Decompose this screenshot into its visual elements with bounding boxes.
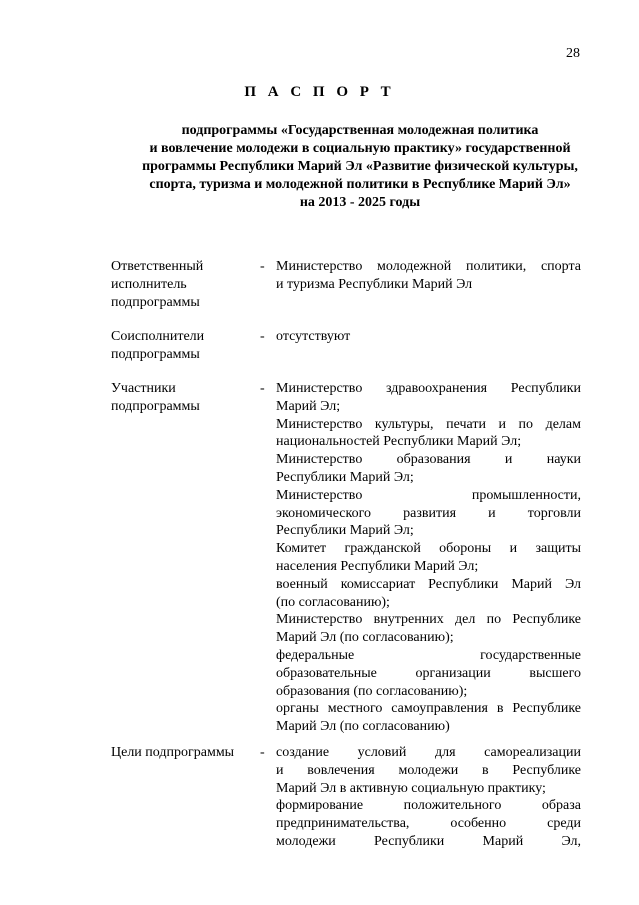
content-line: экономического развития и торговли [276,505,581,521]
page-number: 28 [566,46,580,61]
content-line: Министерство образования и науки [276,452,581,468]
content-line: и туризма Республики Марий Эл [276,276,473,292]
content-line: Министерство молодежной политики, спорта [276,259,581,274]
content-line: Министерство здравоохранения Республики [276,381,581,396]
row-label [111,380,261,416]
content-line: Марий Эл (по согласованию) [276,719,450,735]
content-line: предпринимательства, особенно среди [276,816,581,832]
content-line: национальностей Республики Марий Эл; [276,434,522,450]
row-content [276,744,581,851]
content-line: Комитет гражданской обороны и защиты [276,541,581,557]
label-line: исполнитель [111,277,187,292]
content-line: формирование положительного образа [276,798,581,814]
row-content [276,328,581,346]
label-line: Соисполнители [111,329,205,344]
row-content [276,380,581,736]
content-line: населения Республики Марий Эл; [276,558,479,574]
row-dash: - [260,259,265,274]
label-line: Цели подпрограммы [111,745,235,760]
content-line: федеральные государственные [276,647,581,663]
document-title: П А С П О Р Т [244,84,395,100]
content-line: Марий Эл (по согласованию); [276,630,454,646]
row-label [111,744,261,762]
subtitle-line: программы Республики Марий Эл «Развитие физической культуры, [142,159,578,174]
label-line: подпрограммы [111,295,200,310]
content-line: образовательные организации высшего [276,665,581,681]
content-line: Республики Марий Эл; [276,469,414,485]
content-line: военный комиссариат Республики Марий Эл [276,576,581,592]
content-line: образования (по согласованию); [276,683,468,699]
content-line: Министерство культуры, печати и по делам [276,416,581,432]
subtitle-line: подпрограммы «Государственная молодежная политика [181,123,539,138]
document-subtitle [80,122,639,212]
content-line: отсутствуют [276,329,351,344]
row-dash: - [260,329,265,344]
content-line: и вовлечения молодежи в Республике [276,762,581,778]
content-line: Министерство промышленности, [276,487,581,503]
content-line: Марий Эл в активную социальную практику; [276,780,546,796]
label-line: Ответственный [111,259,204,274]
subtitle-line: и вовлечение молодежи в социальную практику» государственной [149,141,571,156]
row-content [276,258,581,294]
row-label [111,258,261,312]
row-dash: - [260,745,265,760]
content-line: Министерство внутренних дел по Республике [276,612,581,628]
content-line: (по согласованию); [276,594,390,610]
subtitle-line: спорта, туризма и молодежной политики в Республике Марий Эл» [149,177,571,192]
content-line: создание условий для самореализации [276,745,581,760]
label-line: подпрограммы [111,399,200,414]
row-dash: - [260,381,265,396]
label-line: подпрограммы [111,347,200,362]
subtitle-line: на 2013 - 2025 годы [299,195,421,210]
row-label [111,328,261,364]
content-line: органы местного самоуправления в Республике [276,701,581,717]
content-line: молодежи Республики Марий Эл, [276,833,581,849]
content-line: Республики Марий Эл; [276,523,414,539]
label-line: Участники [111,381,176,396]
content-line: Марий Эл; [276,398,341,414]
